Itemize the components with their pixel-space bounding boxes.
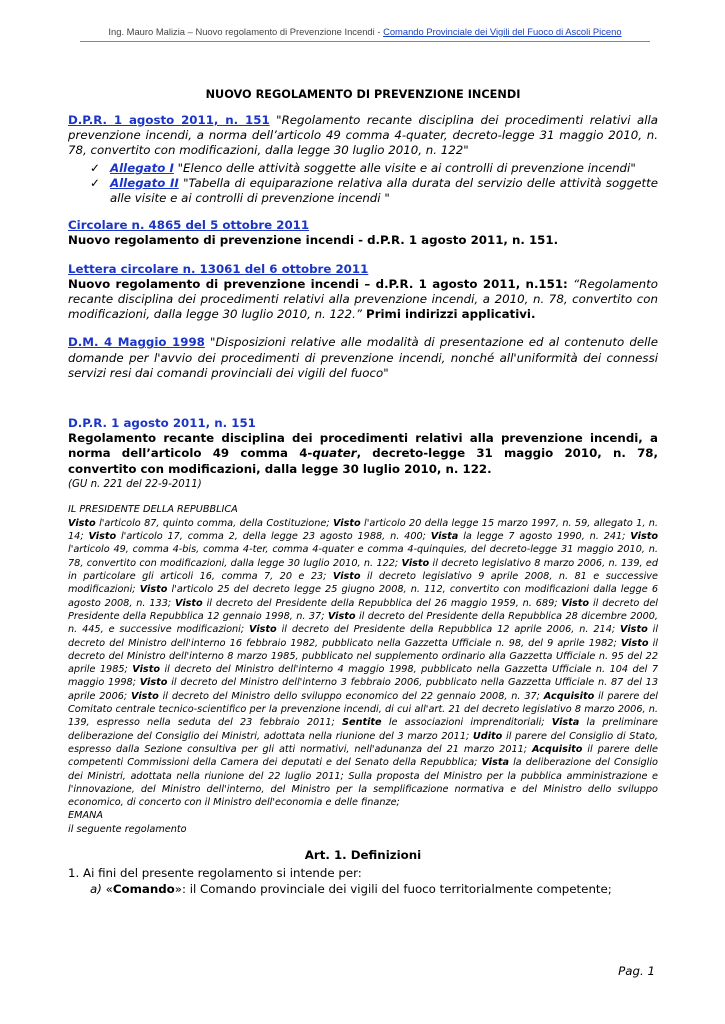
circolare-section (68, 218, 658, 248)
decree-preamble: Visto l'articolo 87, quinto comma, della Costituzione; Visto l'articolo 20 della legge 15 marzo 1997, n. 59, allegato 1, n. 14; Visto l'articolo 17, comma 2, della legge 23 agosto 1988, n. 400; Vista la legge 7 agosto 1990, n. 241; Visto l'articolo 49, comma 4-bis, comma 4-ter, comma 4-quater e comma 4-quinquies, del decreto-legge 31 maggio 2010, n. 78, convertito con modificazioni, dalla legge 30 luglio 2010, n. 122; Visto il decreto legislativo 8 marzo 2006, n. 139, ed in particolare gli articoli 16, comma 7, 20 e 23; Visto il decreto legislativo 9 aprile 2008, n. 81 e successive modificazioni; Visto l'articolo 25 del decreto legge 25 giugno 2008, n. 112, convertito con modificazioni dalla legge 6 agosto 2008, n. 133; Visto il decreto del Presidente della Repubblica del 26 maggio 1959, n. 689; Visto il decreto del Presidente della Repubblica 12 gennaio 1998, n. 37; Visto il decreto del Presidente della Repubblica 28 dicembre 2000, n. 445, e successive modificazioni; Visto il decreto del Presidente della Repubblica 12 aprile 2006, n. 214; Visto il decreto del Ministro dell'interno 16 febbraio 1982, pubblicato nella Gazzetta Ufficiale n. 98, del 9 aprile 1982; Visto il decreto del Ministro dell'interno 8 marzo 1985, pubblicato nel supplemento ordinario alla Gazzetta Ufficiale n. 95 del 22 aprile 1985; Visto il decreto del Ministro dell'interno 4 maggio 1998, pubblicato nella Gazzetta Ufficiale n. 104 del 7 maggio 1998; Visto il decreto del Ministro dell'interno 3 febbraio 2006, pubblicato nella Gazzetta Ufficiale n. 87 del 13 aprile 2006; Visto il decreto del Ministro dello sviluppo economico del 22 gennaio 2008, n. 37; Acquisito il parere del Comitato centrale tecnico-scientifico per la prevenzione incendi, di cui all'art. 21 del decreto legislativo 8 marzo 2006, n. 139, espresso nella seduta del 23 febbraio 2011; Sentite le associazioni imprenditoriali; Vista la preliminare deliberazione del Consiglio dei Ministri, adottata nella riunione del 3 marzo 2011; Udito il parere del Consiglio di Stato, espresso dalla Sezione consultiva per gli atti normativi, nell'adunanza del 21 marzo 2011; Acquisito il parere delle competenti Commissioni della Camera dei deputati e del Senato della Repubblica; Vista la deliberazione del Consiglio dei Ministri, adottata nella riunione del 22 luglio 2011; Sulla proposta del Ministro per la pubblica amministrazione e l'innovazione, del Ministro dell'interno, del Ministro per la semplificazione normativa e del Ministro dello sviluppo economico, di concerto con il Ministro dell'economia e delle finanze; (68, 517, 659, 809)
header-comando-link[interactable]: Comando Provinciale dei Vigili del Fuoco di Ascoli Piceno (383, 26, 622, 37)
circolare-subtitle: Nuovo regolamento di prevenzione incendi - d.P.R. 1 agosto 2011, n. 151. (68, 233, 559, 248)
allegati-list (90, 161, 658, 207)
page-number: Pag. 1 (618, 964, 655, 978)
document-title: NUOVO REGOLAMENTO DI PREVENZIONE INCENDI (205, 88, 521, 101)
list-item: ✓ Allegato II "Tabella di equiparazione relativa alla durata del servizio delle attività soggette alle visite e ai controlli di prevenzione incendi " (90, 175, 658, 206)
page-header (80, 26, 650, 42)
dm-1998-link[interactable]: D.M. 4 Maggio 1998 (68, 335, 205, 350)
list-item: ✓ Allegato I "Elenco delle attività soggette alle visite e ai controlli di prevenzione incendi" (90, 160, 636, 175)
lettera-13061-link[interactable]: Lettera circolare n. 13061 del 6 ottobre 2011 (68, 261, 369, 276)
checkmark-icon: ✓ (90, 175, 100, 190)
circolare-4865-link[interactable]: Circolare n. 4865 del 5 ottobre 2011 (68, 218, 310, 233)
allegato-i-link[interactable]: Allegato I (110, 160, 174, 175)
dm-section: D.M. 4 Maggio 1998 "Disposizioni relative alle modalità di presentazione ed al contenuto delle domande per l'avvio dei procedimenti di prevenzione incendi, nonché all'uniformità dei connessi servizi resi dai comandi provinciali dei vigili del fuoco" (68, 335, 658, 380)
emana-label: EMANA (68, 810, 103, 822)
document-body (68, 80, 658, 897)
dpr-151-link[interactable]: D.P.R. 1 agosto 2011, n. 151 (68, 113, 270, 127)
article-1-item-a: a) «Comando»: il Comando provinciale dei vigili del fuoco territorialmente competente; (90, 881, 612, 896)
decree-heading: D.P.R. 1 agosto 2011, n. 151 (68, 416, 256, 431)
lettera-section: Lettera circolare n. 13061 del 6 ottobre 2011 Nuovo regolamento di prevenzione incendi – d.P.R. 1 agosto 2011, n.151: “Regolamento recante disciplina dei procedimenti relativi alla prevenzione incendi, a 2010, n. 78, convertito con modificazioni, dalla legge 30 luglio 2010, n. 122.” Primi indirizzi applicativi. (68, 261, 658, 322)
allegato-ii-link[interactable]: Allegato II (110, 175, 179, 190)
decree-heading-block (68, 416, 658, 477)
article-1-paragraph: 1. Ai fini del presente regolamento si intende per: (68, 865, 362, 880)
seguente-regolamento: il seguente regolamento (68, 823, 187, 835)
president-heading: IL PRESIDENTE DELLA REPUBBLICA (68, 503, 238, 515)
article-1-title: Art. 1. Definizioni (304, 847, 422, 862)
decree-title: Regolamento recante disciplina dei procedimenti relativi alla prevenzione incendi, a norma dell’articolo 49 comma 4-quater, decreto-legge 31 maggio 2010, n. 78, convertito con modificazioni, dalla legge 30 luglio 2010, n. 122. (68, 431, 658, 476)
gu-reference: (GU n. 221 del 22-9-2011) (68, 478, 202, 490)
checkmark-icon: ✓ (90, 160, 100, 175)
dpr-reference: D.P.R. 1 agosto 2011, n. 151 "Regolamento recante disciplina dei procedimenti relativi alla prevenzione incendi, a norma dell’articolo 49 comma 4-quater, decreto-legge 31 maggio 2010, n. 78, convertito con modificazioni, dalla legge 30 luglio 2010, n. 122" (68, 113, 658, 158)
header-author-text: Ing. Mauro Malizia – Nuovo regolamento di Prevenzione Incendi - (108, 26, 384, 37)
